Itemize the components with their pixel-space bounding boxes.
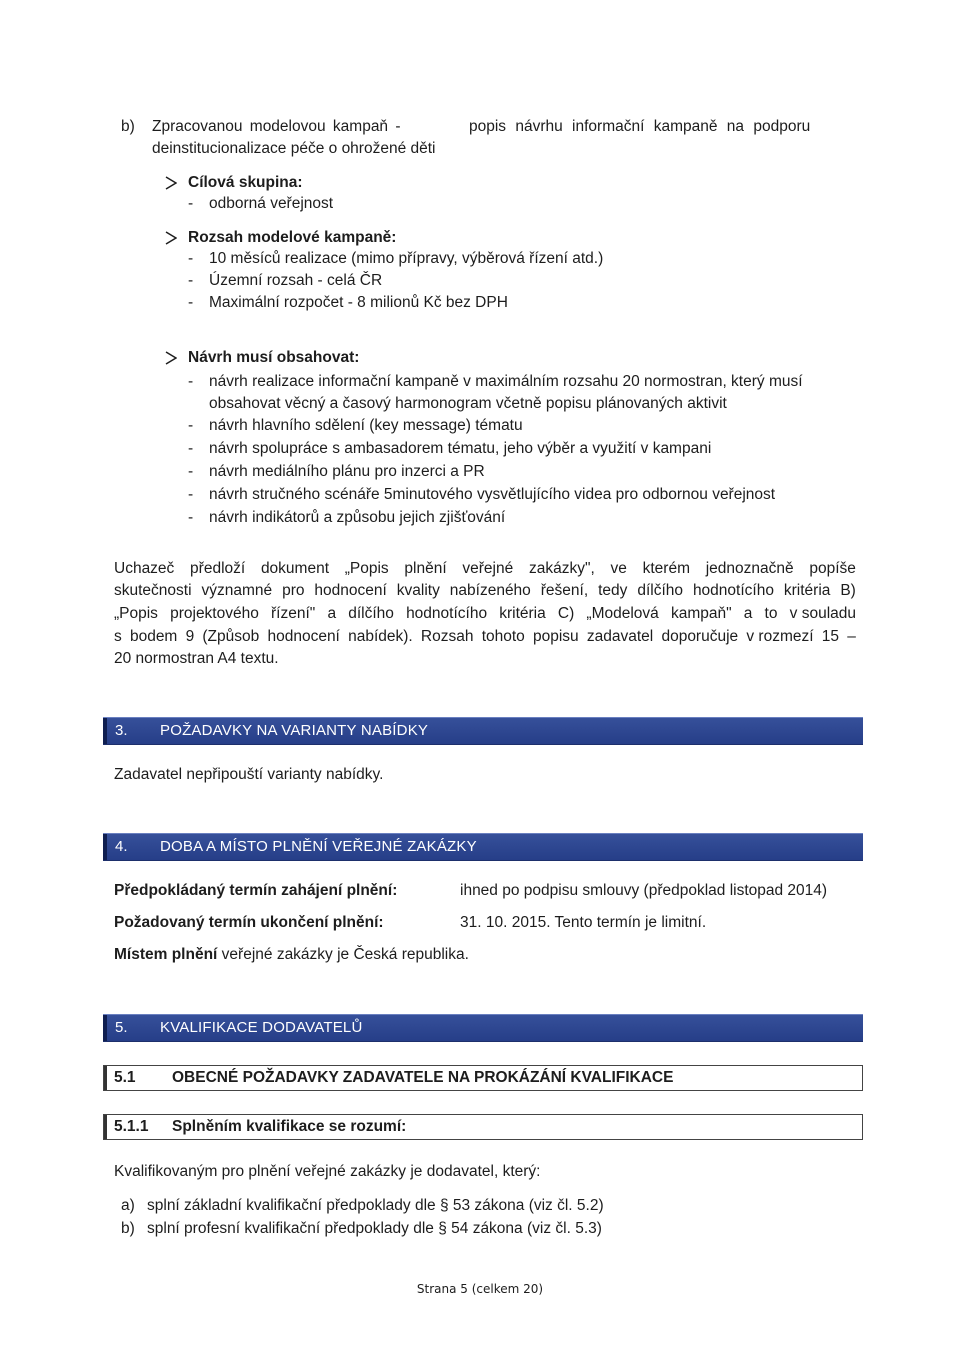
paragraph-word: hodnotícího: [692, 582, 774, 599]
scope-item: Maximální rozpočet - 8 milionů Kč bez DPH: [209, 294, 508, 311]
paragraph-word: „Popis: [344, 560, 389, 577]
paragraph-word: významné: [201, 582, 273, 599]
section-5-header: [103, 1014, 863, 1042]
target-group-item: odborná veřejnost: [209, 195, 334, 212]
paragraph-word: to: [764, 605, 778, 622]
dash-bullet: -: [188, 250, 194, 267]
paragraph-word: popíše: [809, 560, 856, 577]
intro-line2: deinstitucionalizace péče o ohrožené děti: [152, 140, 436, 157]
dash-bullet: -: [188, 294, 194, 311]
paragraph-word: skutečnosti: [114, 582, 192, 599]
scope-heading: Rozsah modelové kampaně:: [188, 229, 397, 246]
paragraph-word: „Modelová: [586, 605, 659, 622]
intro-line1-left: Zpracovanou modelovou kampaň -: [152, 118, 401, 135]
paragraph-word: dílčího: [348, 605, 394, 622]
subsection-title: Splněním kvalifikace se rozumí:: [172, 1118, 407, 1135]
paragraph-word: Rozsah: [420, 628, 474, 645]
paragraph-word: bodem: [129, 628, 178, 645]
place-text: veřejné zakázky je Česká republika.: [221, 946, 469, 963]
paragraph-word: popisu: [533, 628, 579, 645]
paragraph-word: plnění: [404, 560, 447, 577]
dash-bullet: -: [188, 463, 194, 480]
paragraph-word: kvality: [396, 582, 440, 599]
paragraph-word: hodnotícího: [406, 605, 488, 622]
end-date-label: Požadovaný termín ukončení plnění:: [114, 914, 384, 931]
subsection-title: OBECNÉ POŽADAVKY ZADAVATELE NA PROKÁZÁNÍ KVALIFIKACE: [172, 1069, 674, 1086]
paragraph-word: B): [840, 582, 856, 599]
subsection-5-1-header: [103, 1065, 863, 1091]
dash-bullet: -: [188, 373, 194, 390]
qualification-item-marker: b): [121, 1220, 135, 1237]
qualification-item-text: splní základní kvalifikační předpoklady dle § 53 zákona (viz čl. 5.2): [147, 1197, 604, 1214]
paragraph-word: dílčího: [637, 582, 683, 599]
section-title: DOBA A MÍSTO PLNĚNÍ VEŘEJNÉ ZAKÁZKY: [160, 838, 477, 855]
section-3-header: [103, 717, 863, 745]
paragraph-word: „Popis: [114, 605, 158, 622]
paragraph-word: předloží: [190, 560, 246, 577]
paragraph-word: zakázky",: [528, 560, 595, 577]
dash-bullet: -: [188, 272, 194, 289]
paragraph-line: [114, 627, 856, 647]
proposal-item1-line1: návrh realizace informační kampaně v maximálním rozsahu 20 normostran, který musí: [209, 373, 803, 390]
paragraph-word: veřejné: [462, 560, 514, 577]
subsection-5-1-1-header: [103, 1114, 863, 1140]
section-title: KVALIFIKACE DODAVATELŮ: [160, 1019, 363, 1036]
paragraph-word: dokument: [260, 560, 330, 577]
dash-bullet: -: [188, 509, 194, 526]
section-number: 5.: [115, 1019, 128, 1036]
proposal-item: návrh hlavního sdělení (key message) tématu: [209, 417, 523, 434]
proposal-heading: Návrh musí obsahovat:: [188, 349, 360, 366]
paragraph-word: hodnocení: [314, 582, 387, 599]
paragraph-word: v rozmezí: [746, 628, 814, 645]
header-accent: [103, 1015, 107, 1041]
proposal-item: návrh mediálního plánu pro inzerci a PR: [209, 463, 485, 480]
paragraph-word: nabídek).: [348, 628, 413, 645]
qualification-item-text: splní profesní kvalifikační předpoklady dle § 54 zákona (viz čl. 5.3): [147, 1220, 602, 1237]
paragraph-word: v souladu: [789, 605, 856, 622]
paragraph-word: tedy: [598, 582, 628, 599]
paragraph-word: 15: [821, 628, 839, 645]
place-of-performance: [114, 945, 469, 965]
scope-item: Územní rozsah - celá ČR: [209, 272, 383, 289]
paragraph-word: kritéria: [783, 582, 831, 599]
scope-item: 10 měsíců realizace (mimo přípravy, výběrová řízení atd.): [209, 250, 604, 267]
proposal-item: návrh stručného scénáře 5minutového vysvětlujícího videa pro odbornou veřejnost: [209, 486, 776, 503]
section-number: 4.: [115, 838, 128, 855]
paragraph-word: hodnocení: [267, 628, 340, 645]
section-title: POŽADAVKY NA VARIANTY NABÍDKY: [160, 722, 429, 739]
paragraph-word: 9: [185, 628, 195, 645]
dash-bullet: -: [188, 195, 194, 212]
header-accent: [103, 834, 107, 860]
paragraph-word: kampaň": [670, 605, 732, 622]
subsection-number: 5.1.1: [114, 1118, 149, 1135]
section-number: 3.: [115, 722, 128, 739]
target-group-heading: Cílová skupina:: [188, 174, 303, 191]
qualification-item-marker: a): [121, 1197, 135, 1214]
section-4-header: [103, 833, 863, 861]
paragraph-word: tohoto: [481, 628, 525, 645]
dash-bullet: -: [188, 440, 194, 457]
start-date-label: Předpokládaný termín zahájení plnění:: [114, 882, 398, 899]
qualification-intro: Kvalifikovaným pro plnění veřejné zakázky je dodavatel, který:: [114, 1163, 541, 1180]
header-accent: [104, 1066, 107, 1090]
intro-line1-right: popis návrhu informační kampaně na podporu: [469, 118, 811, 135]
end-date-value: 31. 10. 2015. Tento termín je limitní.: [460, 914, 707, 931]
paragraph-last-line: 20 normostran A4 textu.: [114, 650, 279, 667]
place-label: Místem plnění: [114, 946, 218, 963]
intro-marker: b): [121, 118, 135, 135]
paragraph-word: (Způsob: [202, 628, 260, 645]
paragraph-word: kritéria: [499, 605, 546, 622]
paragraph-word: –: [847, 628, 856, 645]
paragraph-word: řešení,: [540, 582, 589, 599]
paragraph-line: [114, 604, 856, 624]
arrow-bullet-icon: [165, 231, 177, 245]
header-accent: [103, 718, 107, 744]
paragraph-word: řízení": [271, 605, 316, 622]
paragraph-word: s: [114, 628, 122, 645]
dash-bullet: -: [188, 486, 194, 503]
paragraph-word: jednoznačně: [705, 560, 794, 577]
paragraph-word: pro: [282, 582, 305, 599]
dash-bullet: -: [188, 417, 194, 434]
paragraph-word: Uchazeč: [114, 560, 175, 577]
paragraph-line: [114, 581, 856, 601]
paragraph-word: zadavatel: [586, 628, 654, 645]
paragraph-word: a: [743, 605, 753, 622]
paragraph-word: nabízeného: [449, 582, 531, 599]
start-date-value: ihned po podpisu smlouvy (předpoklad listopad 2014): [460, 882, 828, 899]
paragraph-line: [114, 559, 856, 579]
arrow-bullet-icon: [165, 351, 177, 365]
paragraph-word: projektového: [170, 605, 259, 622]
subsection-number: 5.1: [114, 1069, 136, 1086]
proposal-item: návrh spolupráce s ambasadorem tématu, jeho výběr a využití v kampani: [209, 440, 712, 457]
paragraph-word: a: [327, 605, 337, 622]
arrow-bullet-icon: [165, 176, 177, 190]
paragraph-word: kterém: [642, 560, 690, 577]
paragraph-word: C): [557, 605, 575, 622]
paragraph-word: ve: [610, 560, 627, 577]
proposal-item: návrh indikátorů a způsobu jejich zjišťování: [209, 509, 506, 526]
section-3-text: Zadavatel nepřipouští varianty nabídky.: [114, 766, 384, 783]
paragraph-word: doporučuje: [661, 628, 739, 645]
proposal-item1-line2: obsahovat věcný a časový harmonogram včetně popisu plánovaných aktivit: [209, 395, 727, 412]
page-footer: Strana 5 (celkem 20): [416, 1282, 544, 1296]
header-accent: [104, 1115, 107, 1139]
